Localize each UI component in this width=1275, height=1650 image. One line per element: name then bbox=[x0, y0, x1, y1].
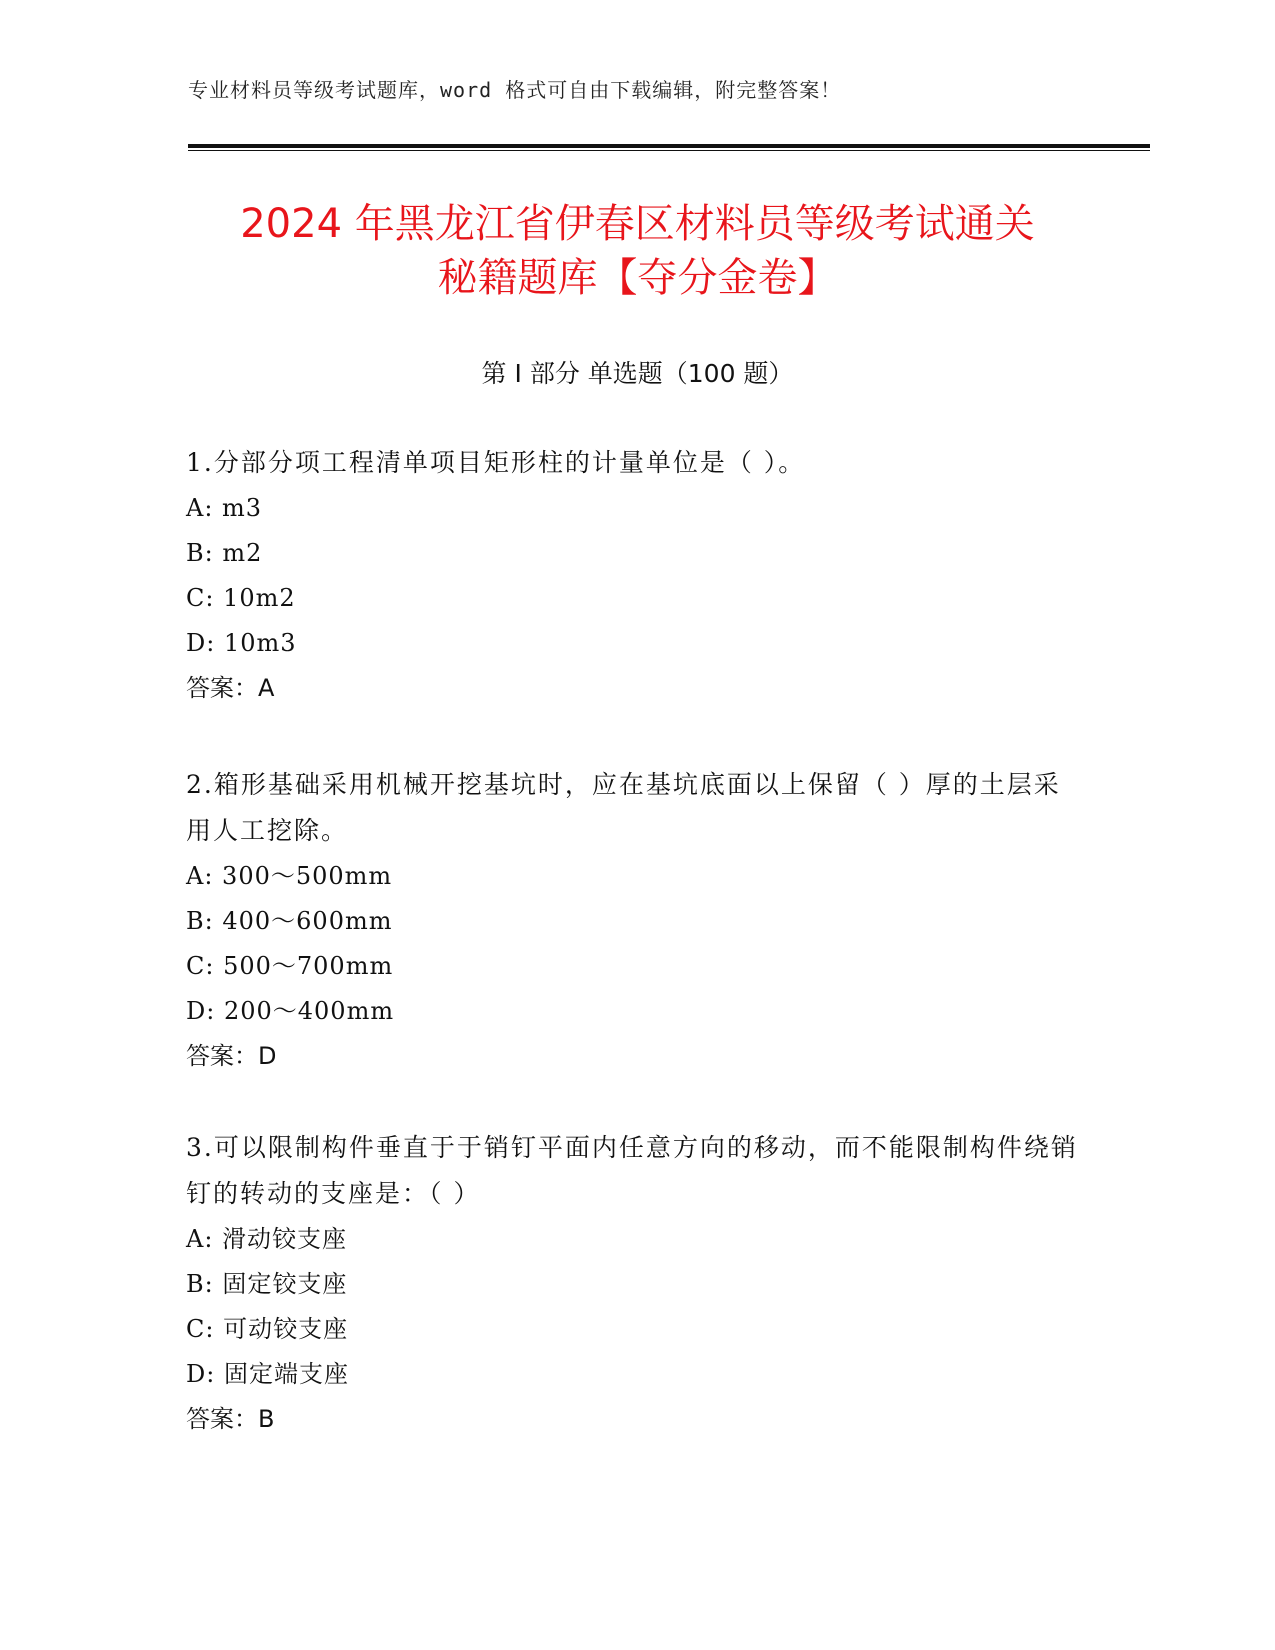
question-stem: 2.箱形基础采用机械开挖基坑时，应在基坑底面以上保留（ ）厚的土层采用人工挖除。 bbox=[186, 770, 1061, 845]
page-header: 专业材料员等级考试题库，word 格式可自由下载编辑，附完整答案！ bbox=[188, 78, 842, 102]
document-title-line-2: 秘籍题库【夺分金卷】 bbox=[437, 255, 838, 301]
answer: 答案：A bbox=[186, 674, 275, 702]
document-title bbox=[150, 197, 1125, 305]
question-2 bbox=[186, 762, 1086, 1079]
option-b: B: 400～600mm bbox=[186, 907, 393, 935]
option-a: A: 300～500mm bbox=[186, 862, 393, 890]
header-divider-thin bbox=[188, 150, 1150, 151]
header-divider-thick bbox=[188, 144, 1150, 148]
answer: 答案：D bbox=[186, 1042, 277, 1070]
answer: 答案：B bbox=[186, 1405, 275, 1433]
option-b: B: m2 bbox=[186, 539, 263, 567]
document-title-line-1: 2024 年黑龙江省伊春区材料员等级考试通关 bbox=[240, 201, 1035, 247]
question-3 bbox=[186, 1125, 1086, 1442]
option-c: C: 10m2 bbox=[186, 584, 296, 612]
option-b: B: 固定铰支座 bbox=[186, 1270, 348, 1298]
option-a: A: m3 bbox=[186, 494, 263, 522]
option-d: D: 200～400mm bbox=[186, 997, 395, 1025]
question-stem: 1.分部分项工程清单项目矩形柱的计量单位是（ ）。 bbox=[186, 448, 806, 477]
section-heading: 第 I 部分 单选题（100 题） bbox=[481, 359, 794, 388]
option-d: D: 10m3 bbox=[186, 629, 297, 657]
question-1 bbox=[186, 440, 1086, 711]
option-d: D: 固定端支座 bbox=[186, 1360, 349, 1388]
question-stem: 3.可以限制构件垂直于于销钉平面内任意方向的移动，而不能限制构件绕销钉的转动的支座是：（ ） bbox=[186, 1133, 1078, 1208]
option-a: A: 滑动铰支座 bbox=[186, 1225, 348, 1253]
option-c: C: 可动铰支座 bbox=[186, 1315, 349, 1343]
option-c: C: 500～700mm bbox=[186, 952, 394, 980]
